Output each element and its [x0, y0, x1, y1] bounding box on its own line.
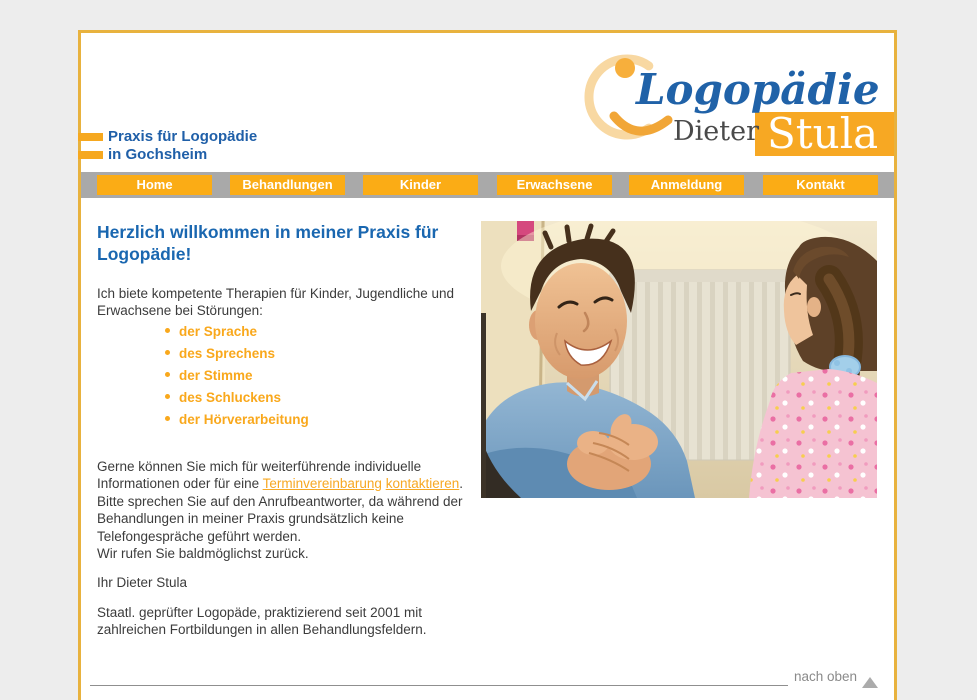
- list-item-label: des Schluckens: [179, 390, 282, 405]
- signature: Ihr Dieter Stula: [97, 574, 188, 590]
- footer: [90, 667, 878, 691]
- list-item: [165, 321, 309, 343]
- credentials-paragraph: Staatl. geprüfter Logopäde, praktizierend seit 2001 mit zahlreichen Fortbildungen in allen Behandlungsfeldern.: [97, 604, 427, 637]
- contact-text: Gerne können Sie mich für weiterführende individuelle Informationen oder für eine: [97, 458, 422, 491]
- nav-item-kontakt[interactable]: Kontakt: [763, 175, 878, 195]
- bullet-icon: [165, 394, 170, 399]
- logo-firstname: Dieter: [673, 116, 759, 147]
- brand-line1: Praxis für Logopädie: [108, 128, 258, 145]
- brand-bar-icon: [78, 151, 103, 159]
- logo[interactable]: [581, 36, 894, 164]
- brand-line2: in Gochsheim: [108, 146, 208, 163]
- bullet-icon: [165, 350, 170, 355]
- appointment-link[interactable]: Terminvereinbarung: [262, 476, 382, 491]
- site-frame: [78, 30, 897, 700]
- list-item-label: des Sprechens: [179, 346, 276, 361]
- page-title: [97, 222, 487, 265]
- nav-item-kinder[interactable]: Kinder: [363, 175, 478, 195]
- nav-item-anmeldung[interactable]: Anmeldung: [629, 175, 744, 195]
- footer-divider: [90, 685, 788, 686]
- contact-link[interactable]: kontaktieren: [385, 476, 460, 491]
- list-item: [165, 365, 309, 387]
- bullet-icon: [165, 328, 170, 333]
- list-item: [165, 343, 309, 365]
- intro-paragraph: Ich biete kompetente Therapien für Kinder, Jugendliche und Erwachsene bei Störungen:: [97, 285, 454, 318]
- nav-bar: [81, 172, 894, 198]
- callback-text: Wir rufen Sie baldmöglichst zurück.: [97, 546, 309, 561]
- nav-item-erwachsene[interactable]: Erwachsene: [497, 175, 612, 195]
- list-item-label: der Stimme: [179, 368, 253, 383]
- brand-bar-icon: [78, 133, 103, 141]
- logo-lastname: Stula: [767, 109, 879, 158]
- page-title-line1: Herzlich willkommen in meiner Praxis für: [97, 222, 439, 242]
- brand-name: [108, 128, 257, 164]
- list-item-label: der Sprache: [179, 324, 258, 339]
- bullet-icon: [165, 416, 170, 421]
- list-item: [165, 409, 309, 431]
- contact-text: . Bitte sprechen Sie auf den Anrufbeantworter, da während der Behandlungen in meiner Praxis grundsätzlich keine Telefongespräche geführt werden.: [97, 476, 463, 544]
- nav-item-behandlungen[interactable]: Behandlungen: [230, 175, 345, 195]
- therapy-list: [165, 321, 309, 431]
- bullet-icon: [165, 372, 170, 377]
- logo-word: Logopädie: [636, 65, 880, 114]
- list-item: [165, 387, 309, 409]
- back-to-top-link[interactable]: nach oben: [793, 669, 857, 684]
- nav-item-home[interactable]: Home: [97, 175, 212, 195]
- list-item-label: der Hörverarbeitung: [179, 412, 309, 427]
- page-title-line2: Logopädie!: [97, 243, 192, 264]
- scroll-top-arrow-icon[interactable]: [862, 677, 878, 688]
- contact-paragraph: [97, 458, 483, 563]
- practice-photo: [481, 221, 877, 498]
